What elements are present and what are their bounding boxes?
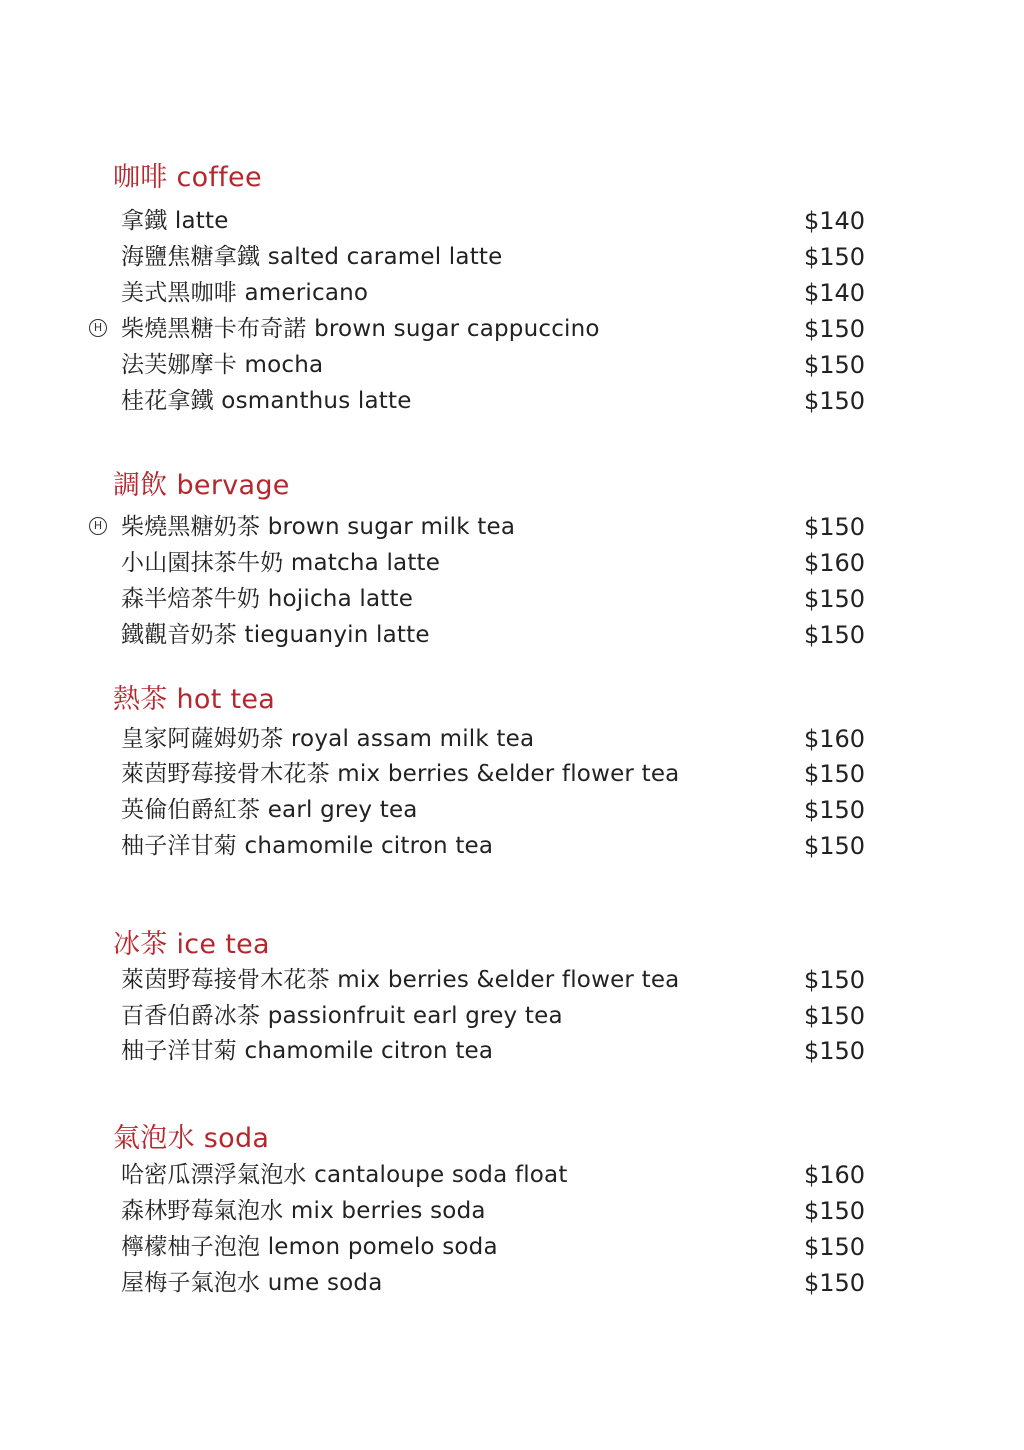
item-name: 森半焙茶牛奶 hojicha latte <box>121 586 414 612</box>
menu-item <box>0 242 1024 272</box>
item-price: $150 <box>804 243 866 271</box>
hot-only-icon: H <box>89 517 107 535</box>
item-name: 鐵觀音奶茶 tieguanyin latte <box>121 622 430 648</box>
section-title: 咖啡 coffee <box>113 162 262 193</box>
item-price: $160 <box>804 1161 866 1189</box>
item-price: $150 <box>804 387 866 415</box>
item-name: 檸檬柚子泡泡 lemon pomelo soda <box>121 1234 498 1260</box>
item-name: 法芙娜摩卡 mocha <box>121 352 324 378</box>
section-title: 氣泡水 soda <box>113 1123 270 1154</box>
menu-item <box>0 350 1024 380</box>
menu-item <box>0 831 1024 861</box>
item-price: $150 <box>804 585 866 613</box>
item-price: $160 <box>804 549 866 577</box>
section-title: 冰茶 ice tea <box>113 929 270 960</box>
menu-item <box>0 314 1024 344</box>
item-price: $150 <box>804 966 866 994</box>
menu-item <box>0 795 1024 825</box>
item-price: $150 <box>804 760 866 788</box>
menu-item <box>0 620 1024 650</box>
item-name: 桂花拿鐵 osmanthus latte <box>121 388 412 414</box>
menu-item <box>0 1001 1024 1031</box>
item-name: 百香伯爵冰茶 passionfruit earl grey tea <box>121 1003 563 1029</box>
item-price: $150 <box>804 1197 866 1225</box>
item-price: $140 <box>804 207 866 235</box>
menu-item <box>0 724 1024 754</box>
item-name: 皇家阿薩姆奶茶 royal assam milk tea <box>121 726 535 752</box>
item-price: $150 <box>804 513 866 541</box>
menu-item <box>0 1036 1024 1066</box>
menu-item <box>0 584 1024 614</box>
section-title: 熱茶 hot tea <box>113 684 276 715</box>
item-name: 拿鐵 latte <box>121 208 229 234</box>
item-price: $160 <box>804 725 866 753</box>
item-name: 小山園抹茶牛奶 matcha latte <box>121 550 441 576</box>
menu-item <box>0 548 1024 578</box>
section-title: 調飲 bervage <box>113 470 290 501</box>
menu-item <box>0 206 1024 236</box>
item-name: 萊茵野莓接骨木花茶 mix berries &elder flower tea <box>121 967 680 993</box>
menu-item <box>0 386 1024 416</box>
item-name: 柚子洋甘菊 chamomile citron tea <box>121 833 494 859</box>
menu-item <box>0 1268 1024 1298</box>
item-name: 柚子洋甘菊 chamomile citron tea <box>121 1038 494 1064</box>
item-price: $150 <box>804 1233 866 1261</box>
item-price: $150 <box>804 621 866 649</box>
menu-item <box>0 1196 1024 1226</box>
item-name: 柴燒黑糖卡布奇諾 brown sugar cappuccino <box>121 316 600 342</box>
hot-only-icon: H <box>89 319 107 337</box>
item-price: $150 <box>804 1269 866 1297</box>
item-price: $140 <box>804 279 866 307</box>
item-price: $150 <box>804 1037 866 1065</box>
item-name: 英倫伯爵紅茶 earl grey tea <box>121 797 418 823</box>
menu-item <box>0 965 1024 995</box>
item-price: $150 <box>804 1002 866 1030</box>
item-name: 屋梅子氣泡水 ume soda <box>121 1270 383 1296</box>
item-price: $150 <box>804 796 866 824</box>
item-name: 萊茵野莓接骨木花茶 mix berries &elder flower tea <box>121 761 680 787</box>
item-name: 柴燒黑糖奶茶 brown sugar milk tea <box>121 514 516 540</box>
item-name: 哈密瓜漂浮氣泡水 cantaloupe soda float <box>121 1162 568 1188</box>
item-price: $150 <box>804 315 866 343</box>
menu-item <box>0 759 1024 789</box>
item-name: 森林野莓氣泡水 mix berries soda <box>121 1198 486 1224</box>
item-name: 海鹽焦糖拿鐵 salted caramel latte <box>121 244 503 270</box>
menu-item <box>0 1160 1024 1190</box>
item-price: $150 <box>804 351 866 379</box>
menu-item <box>0 278 1024 308</box>
menu-item <box>0 512 1024 542</box>
item-price: $150 <box>804 832 866 860</box>
item-name: 美式黑咖啡 americano <box>121 280 369 306</box>
menu-item <box>0 1232 1024 1262</box>
